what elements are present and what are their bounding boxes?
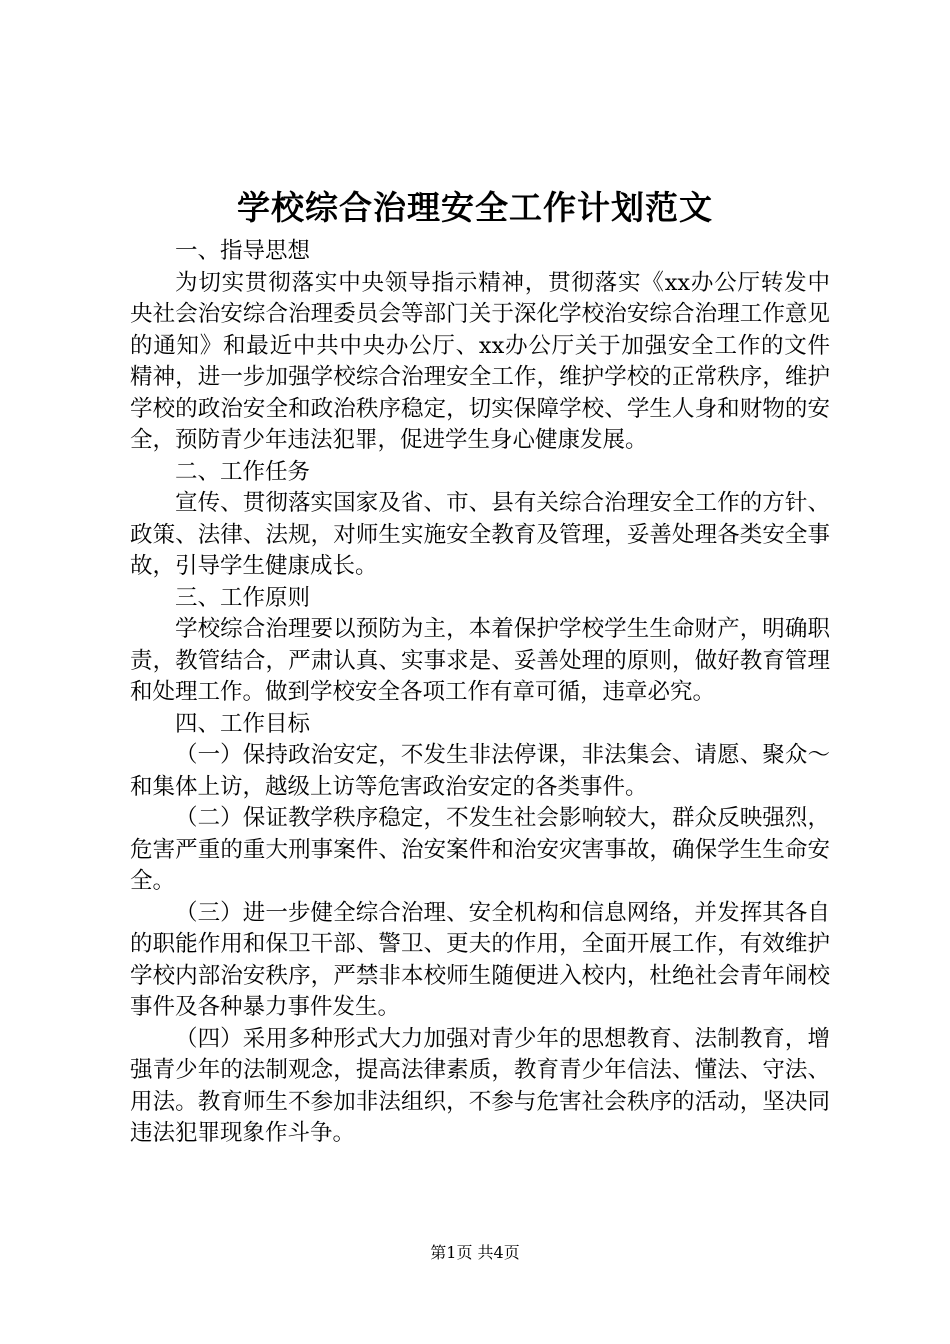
section-heading: 二、工作任务 xyxy=(175,458,311,485)
section-heading: 四、工作目标 xyxy=(175,710,311,737)
section-paragraph: （一）保持政治安定，不发生非法停课，非法集会、请愿、聚众～和集体上访，越级上访等危害政治安定的各类事件。 xyxy=(130,742,830,800)
section-paragraph: 为切实贯彻落实中央领导指示精神，贯彻落实《xx办公厅转发中央社会治安综合治理委员会等部门关于深化学校治安综合治理工作意见的通知》和最近中共中央办公厅、xx办公厅关于加强安全工作的文件精神，进一步加强学校综合治理安全工作，维护学校的正常秩序，维护学校的政治安全和政治秩序稳定，切实保障学校、学生人身和财物的安全，预防青少年违法犯罪，促进学生身心健康发展。 xyxy=(130,269,830,453)
section-paragraph: （二）保证教学秩序稳定，不发生社会影响较大，群众反映强烈，危害严重的重大刑事案件、治安案件和治安灾害事故，确保学生生命安全。 xyxy=(130,805,830,894)
page-footer: 第1页 共4页 xyxy=(430,1243,520,1262)
section-paragraph: （四）采用多种形式大力加强对青少年的思想教育、法制教育，增强青少年的法制观念，提高法律素质，教育青少年信法、懂法、守法、用法。教育师生不参加非法组织，不参与危害社会秩序的活动，坚决同违法犯罪现象作斗争。 xyxy=(130,1025,830,1146)
section-paragraph: 学校综合治理要以预防为主，本着保护学校学生生命财产，明确职责，教管结合，严肃认真、实事求是、妥善处理的原则，做好教育管理和处理工作。做到学校安全各项工作有章可循，违章必究。 xyxy=(130,616,830,705)
document-title: 学校综合治理安全工作计划范文 xyxy=(237,188,713,227)
section-heading: 一、指导思想 xyxy=(175,238,311,264)
section-paragraph: 宣传、贯彻落实国家及省、市、县有关综合治理安全工作的方针、政策、法律、法规，对师生实施安全教育及管理，妥善处理各类安全事故，引导学生健康成长。 xyxy=(130,490,830,579)
section-heading: 三、工作原则 xyxy=(175,584,311,611)
section-paragraph: （三）进一步健全综合治理、安全机构和信息网络，并发挥其各自的职能作用和保卫干部、警卫、更夫的作用，全面开展工作，有效维护学校内部治安秩序，严禁非本校师生随便进入校内，杜绝社会青年闹校事件及各种暴力事件发生。 xyxy=(130,899,830,1020)
document-body xyxy=(130,236,830,1150)
